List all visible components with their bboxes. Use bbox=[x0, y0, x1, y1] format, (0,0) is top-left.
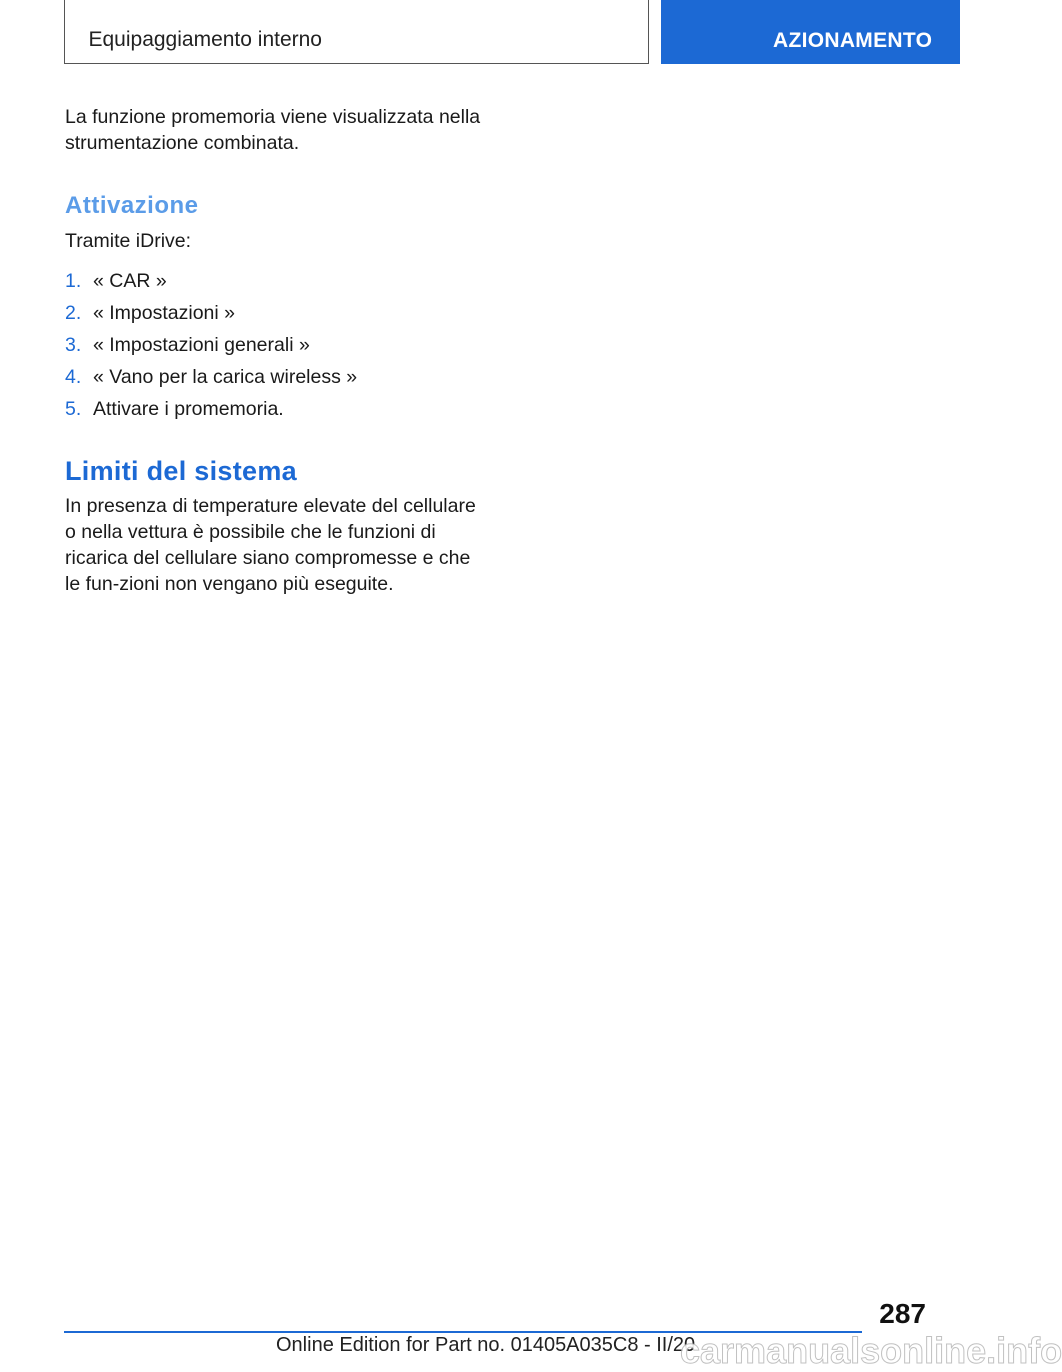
step-item bbox=[65, 396, 485, 422]
step-number: 3. bbox=[65, 334, 82, 356]
step-text: « Impostazioni » bbox=[93, 302, 235, 324]
activation-lead: Tramite iDrive: bbox=[65, 230, 192, 252]
activation-steps bbox=[65, 268, 485, 422]
step-item bbox=[65, 364, 485, 390]
step-number: 4. bbox=[65, 366, 82, 388]
step-number: 5. bbox=[65, 398, 82, 420]
step-text: « CAR » bbox=[93, 270, 167, 292]
edition-text: Online Edition for Part no. 01405A035C8 - II/20 bbox=[276, 1334, 696, 1356]
step-item bbox=[65, 332, 485, 358]
step-text: « Vano per la carica wireless » bbox=[93, 366, 358, 388]
step-text: Attivare i promemoria. bbox=[93, 398, 284, 420]
step-text: « Impostazioni generali » bbox=[93, 334, 310, 356]
activation-heading: Attivazione bbox=[65, 192, 199, 219]
page-content bbox=[65, 104, 485, 597]
section-title: Equipaggiamento interno bbox=[88, 28, 322, 51]
step-number: 2. bbox=[65, 302, 82, 324]
intro-paragraph: La funzione promemoria viene visualizzata nella strumentazione combinata. bbox=[65, 106, 481, 154]
page-number: 287 bbox=[879, 1298, 926, 1329]
limits-heading: Limiti del sistema bbox=[65, 456, 297, 486]
step-item bbox=[65, 268, 485, 294]
limits-paragraph: In presenza di temperature elevate del cellulare o nella vettura è possibile che le funzioni di ricarica del cellulare siano compromesse e che le fun-zioni non vengano più eseguite. bbox=[65, 495, 476, 595]
chapter-tab[interactable]: AZIONAMENTO bbox=[661, 0, 960, 64]
watermark: carmanualsonline.info bbox=[680, 1330, 1062, 1371]
header-box bbox=[64, 0, 649, 64]
step-item bbox=[65, 300, 485, 326]
step-number: 1. bbox=[65, 270, 82, 292]
